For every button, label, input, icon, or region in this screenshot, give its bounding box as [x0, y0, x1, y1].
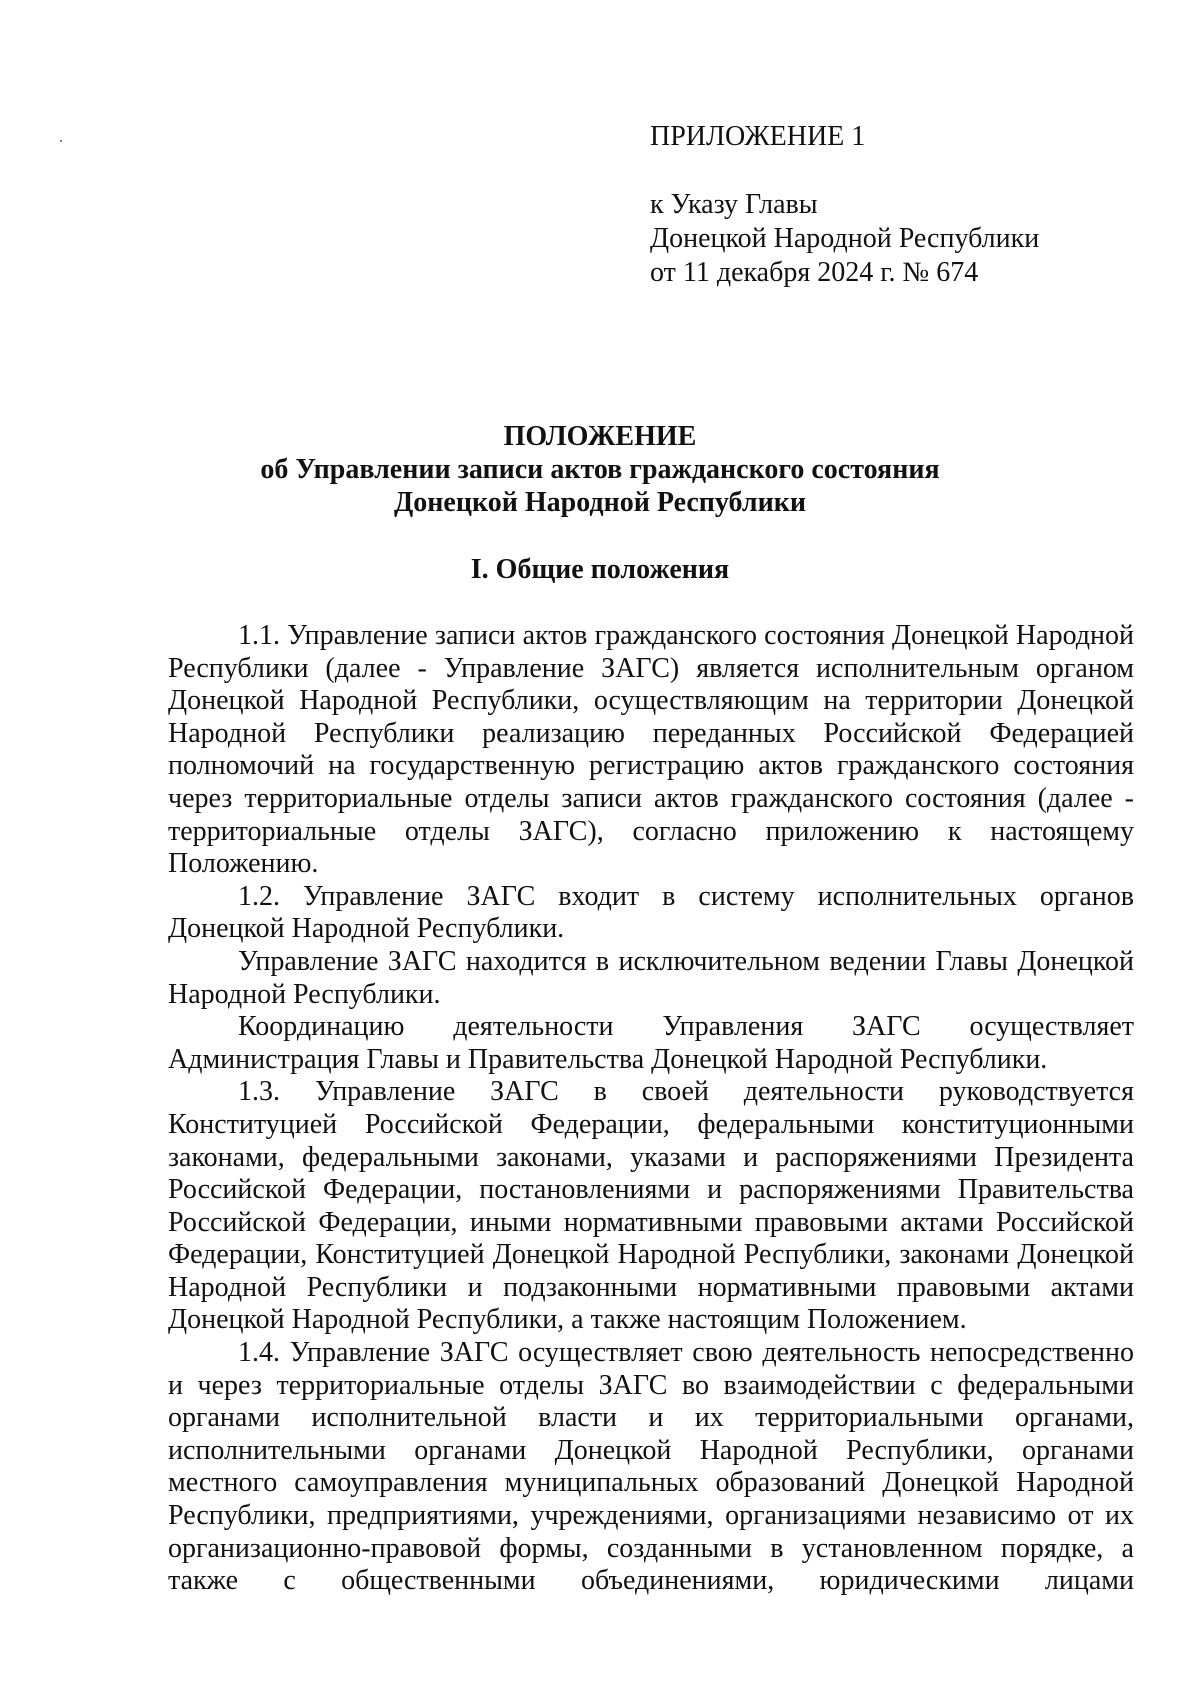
- section-title: I. Общие положения: [470, 554, 730, 585]
- document-title: ПОЛОЖЕНИЕ: [503, 421, 697, 452]
- paragraph: 1.4. Управление ЗАГС осуществляет свою деятельность непосредственно и через территориальные отделы ЗАГС во взаимодействии с федеральными органами исполнительной власти и их территориальными органами, исполнительными органами Донецкой Народной Республики, органами местного самоуправления муниципальных образований Донецкой Народной Республики, предприятиями, учреждениями, организациями независимо от их организационно-правовой формы, созданными в установленном порядке, а также с общественными объединениями, юридическими лицами: [168, 1337, 1134, 1597]
- paragraph: 1.1. Управление записи актов гражданского состояния Донецкой Народной Республики (далее - Управление ЗАГС) является исполнительным органом Донецкой Народной Республики, осуществляющим на территории Донецкой Народной Республики реализацию переданных Российской Федерацией полномочий на государственную регистрацию актов гражданского состояния через территориальные отделы записи актов гражданского состояния (далее - территориальные отделы ЗАГС), согласно приложению к настоящему Положению.: [168, 620, 1134, 880]
- appendix-title: ПРИЛОЖЕНИЕ 1: [650, 121, 866, 152]
- document-subtitle: об Управлении записи актов гражданского состояния: [260, 454, 940, 485]
- paragraph: Управление ЗАГС находится в исключительном ведении Главы Донецкой Народной Республики.: [168, 945, 1134, 1010]
- appendix-line: к Указу Главы: [650, 189, 818, 220]
- paragraph: 1.2. Управление ЗАГС входит в систему исполнительных органов Донецкой Народной Республики.: [168, 880, 1134, 945]
- paragraph: Координацию деятельности Управления ЗАГС осуществляет Администрация Главы и Правительства Донецкой Народной Республики.: [168, 1011, 1134, 1075]
- appendix-line: Донецкой Народной Республики: [650, 223, 1040, 254]
- section-body: [168, 620, 1134, 1598]
- paragraph: 1.3. Управление ЗАГС в своей деятельности руководствуется Конституцией Российской Федерации, федеральными конституционными законами, федеральными законами, указами и распоряжениями Президента Российской Федерации, постановлениями и распоряжениями Правительства Российской Федерации, иными нормативными правовыми актами Российской Федерации, Конституцией Донецкой Народной Республики, законами Донецкой Народной Республики и подзаконными нормативными правовыми актами Донецкой Народной Республики, а также настоящим Положением.: [168, 1076, 1134, 1336]
- appendix-block: [650, 120, 1039, 290]
- document-heading: [150, 420, 1050, 519]
- appendix-line: от 11 декабря 2024 г. № 674: [650, 257, 979, 288]
- scan-speck: [60, 140, 62, 142]
- document-subtitle: Донецкой Народной Республики: [394, 487, 806, 518]
